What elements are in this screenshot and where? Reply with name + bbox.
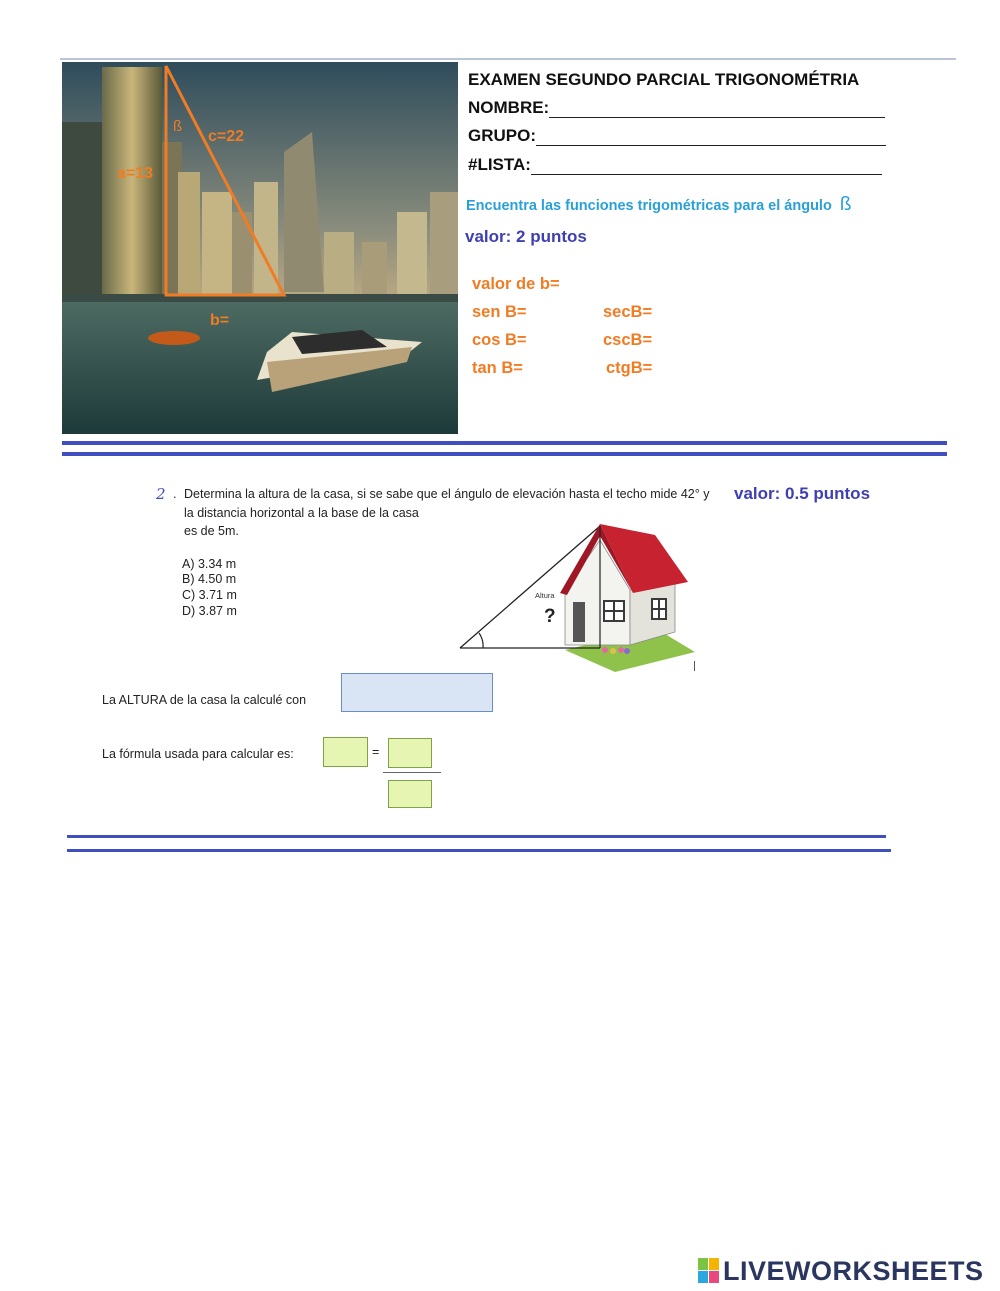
tan-label: tan B= [472, 359, 523, 377]
altura-prompt: La ALTURA de la casa la calculé con [102, 693, 307, 707]
ctg-label: ctgB= [606, 359, 653, 377]
angle-symbol: ß [839, 194, 852, 215]
brand-name: LIVEWORKSHEETS [723, 1255, 984, 1286]
exam-title: EXAMEN SEGUNDO PARCIAL TRIGONOMÉTRIA [468, 70, 860, 89]
altura-function-input[interactable] [341, 673, 493, 712]
cos-label: cos B= [472, 331, 527, 349]
angle-mark-label: ß [173, 118, 183, 135]
sen-label: sen B= [472, 303, 527, 321]
side-a-label: a=13 [117, 165, 154, 182]
question-dot: . [173, 487, 177, 501]
divider-rule [67, 849, 891, 852]
equals-sign: = [372, 745, 380, 759]
csc-label: cscB= [603, 331, 653, 349]
side-b-label: b= [210, 312, 230, 329]
grupo-field[interactable] [536, 131, 886, 146]
divider-rule [67, 835, 886, 838]
lista-field[interactable] [531, 160, 882, 175]
question-number: 2 [156, 485, 166, 503]
city-photo [62, 62, 458, 434]
altura-label: Altura [535, 591, 555, 600]
grupo-row [468, 126, 886, 146]
liveworksheets-logo [698, 1256, 984, 1286]
instruction-text: Encuentra las funciones trigométricas para el ángulo [466, 198, 832, 214]
sec-label: secB= [603, 303, 653, 321]
house-illustration [455, 520, 700, 680]
valor-b-label: valor de b= [472, 275, 560, 293]
part1-value: valor: 2 puntos [465, 227, 587, 246]
altura-question-mark: ? [544, 606, 556, 627]
question-line-1: Determina la altura de la casa, si se sabe que el ángulo de elevación hasta el techo mide 42° y [184, 487, 710, 501]
lista-row [468, 155, 882, 175]
lista-label: #LISTA: [468, 155, 531, 174]
formula-numerator-input[interactable] [388, 738, 432, 768]
fraction-bar [383, 772, 441, 773]
formula-function-input[interactable] [323, 737, 368, 767]
option-c: C) 3.71 m [182, 588, 237, 602]
nombre-label: NOMBRE: [468, 98, 550, 117]
option-b: B) 4.50 m [182, 572, 237, 586]
option-d: D) 3.87 m [182, 604, 237, 618]
divider-rule [62, 441, 947, 445]
city-photo-illustration [62, 62, 458, 434]
top-border [60, 58, 956, 60]
part1-instruction [466, 194, 851, 216]
house-figure [455, 520, 700, 680]
nombre-row [468, 98, 885, 118]
side-c-label: c=22 [208, 128, 245, 145]
option-a: A) 3.34 m [182, 557, 237, 571]
question-line-3: es de 5m. [184, 524, 239, 538]
live-badge-icon [698, 1258, 720, 1284]
formula-denominator-input[interactable] [388, 780, 432, 808]
formula-prompt: La fórmula usada para calcular es: [102, 747, 294, 761]
question2-value: valor: 0.5 puntos [734, 484, 871, 503]
divider-rule [62, 452, 947, 456]
nombre-field[interactable] [549, 103, 885, 118]
question-line-2: la distancia horizontal a la base de la casa [184, 506, 419, 520]
grupo-label: GRUPO: [468, 126, 536, 145]
stray-mark [694, 661, 695, 671]
